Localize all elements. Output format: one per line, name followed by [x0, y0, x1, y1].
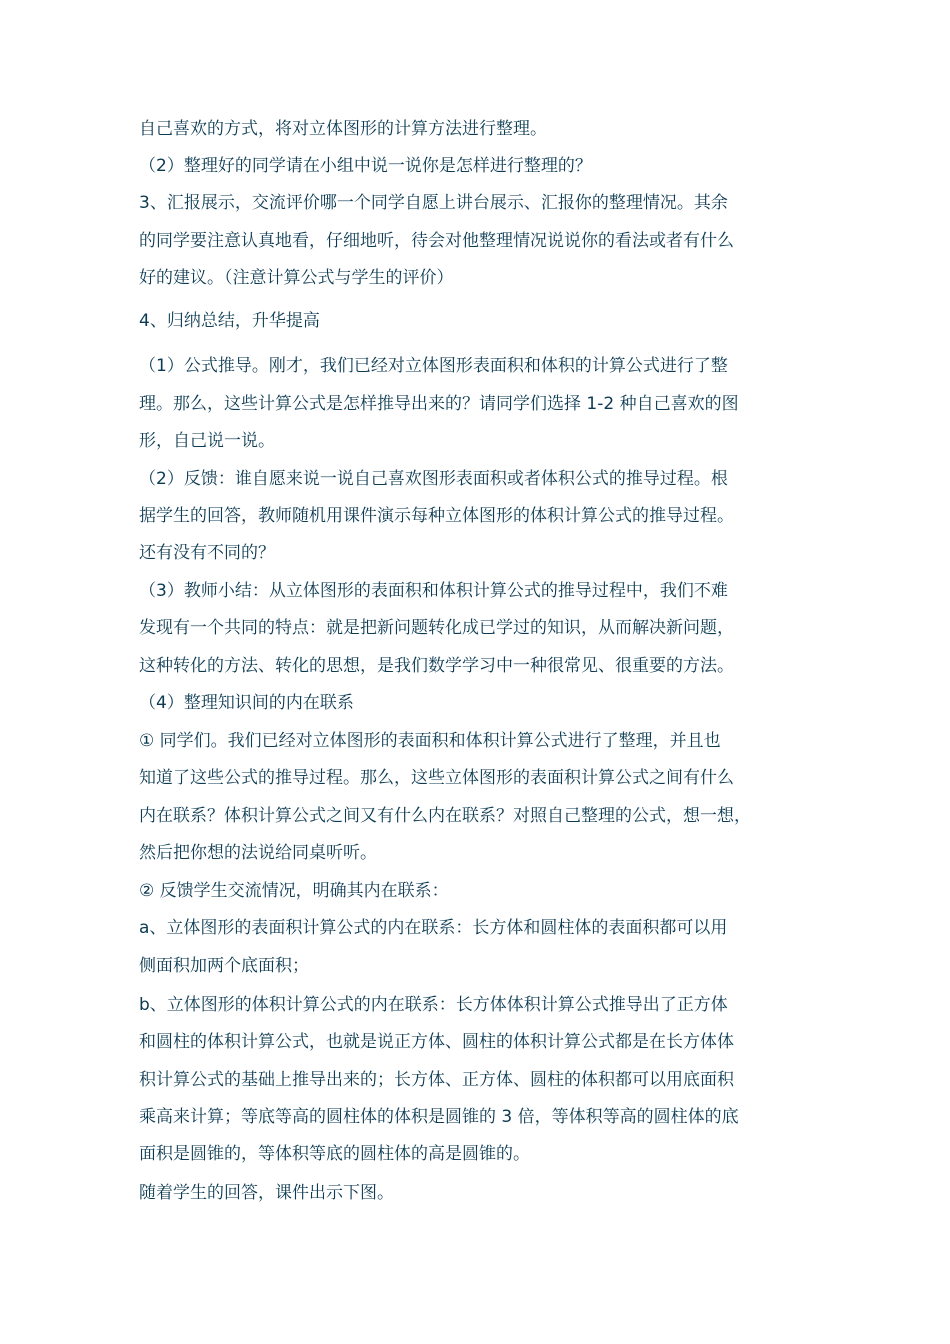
- text-line: （2）整理好的同学请在小组中说一说你是怎样进行整理的？: [139, 156, 592, 176]
- text-line: a、立体图形的表面积计算公式的内在联系：长方体和圆柱体的表面积都可以用: [139, 918, 728, 938]
- text-line: 好的建议。（注意计算公式与学生的评价）: [139, 268, 454, 288]
- text-line: 面积是圆锥的，等体积等底的圆柱体的高是圆锥的。: [139, 1144, 530, 1164]
- text-line: （1）公式推导。刚才，我们已经对立体图形表面积和体积的计算公式进行了整: [139, 356, 728, 376]
- text-line: （2）反馈：谁自愿来说一说自己喜欢图形表面积或者体积公式的推导过程。根: [139, 469, 728, 489]
- text-line: 据学生的回答，教师随机用课件演示每种立体图形的体积计算公式的推导过程。: [139, 506, 734, 526]
- text-line: 形，自己说一说。: [139, 431, 275, 451]
- text-line: 的同学要注意认真地看，仔细地听，待会对他整理情况说说你的看法或者有什么: [139, 231, 734, 251]
- text-line: 然后把你想的法说给同桌听听。: [139, 843, 377, 863]
- text-line: 还有没有不同的？: [139, 543, 275, 563]
- text-line: 侧面积加两个底面积；: [139, 956, 309, 976]
- text-line: 发现有一个共同的特点：就是把新问题转化成已学过的知识，从而解决新问题，: [139, 618, 734, 638]
- text-line: ① 同学们。我们已经对立体图形的表面积和体积计算公式进行了整理，并且也: [139, 731, 721, 751]
- text-line: ② 反馈学生交流情况，明确其内在联系：: [139, 881, 449, 901]
- text-line: 和圆柱的体积计算公式，也就是说正方体、圆柱的体积计算公式都是在长方体体: [139, 1032, 734, 1052]
- text-line: 内在联系？体积计算公式之间又有什么内在联系？对照自己整理的公式，想一想，: [139, 806, 751, 826]
- text-line: 4、归纳总结，升华提高: [139, 311, 320, 331]
- text-line: 积计算公式的基础上推导出来的；长方体、正方体、圆柱的体积都可以用底面积: [139, 1070, 734, 1090]
- text-line: 理。那么，这些计算公式是怎样推导出来的？请同学们选择 1-2 种自己喜欢的图: [139, 394, 739, 414]
- text-line: （4）整理知识间的内在联系: [139, 693, 354, 713]
- text-line: 知道了这些公式的推导过程。那么，这些立体图形的表面积计算公式之间有什么: [139, 768, 734, 788]
- text-line: 乘高来计算；等底等高的圆柱体的体积是圆锥的 3 倍，等体积等高的圆柱体的底: [139, 1107, 739, 1127]
- text-line: 自己喜欢的方式，将对立体图形的计算方法进行整理。: [139, 119, 547, 139]
- text-line: 这种转化的方法、转化的思想，是我们数学学习中一种很常见、很重要的方法。: [139, 656, 734, 676]
- text-line: 随着学生的回答，课件出示下图。: [139, 1183, 394, 1203]
- text-line: 3、汇报展示，交流评价哪一个同学自愿上讲台展示、汇报你的整理情况。其余: [139, 193, 728, 213]
- text-line: （3）教师小结：从立体图形的表面积和体积计算公式的推导过程中，我们不难: [139, 581, 728, 601]
- text-line: b、立体图形的体积计算公式的内在联系：长方体体积计算公式推导出了正方体: [139, 995, 728, 1015]
